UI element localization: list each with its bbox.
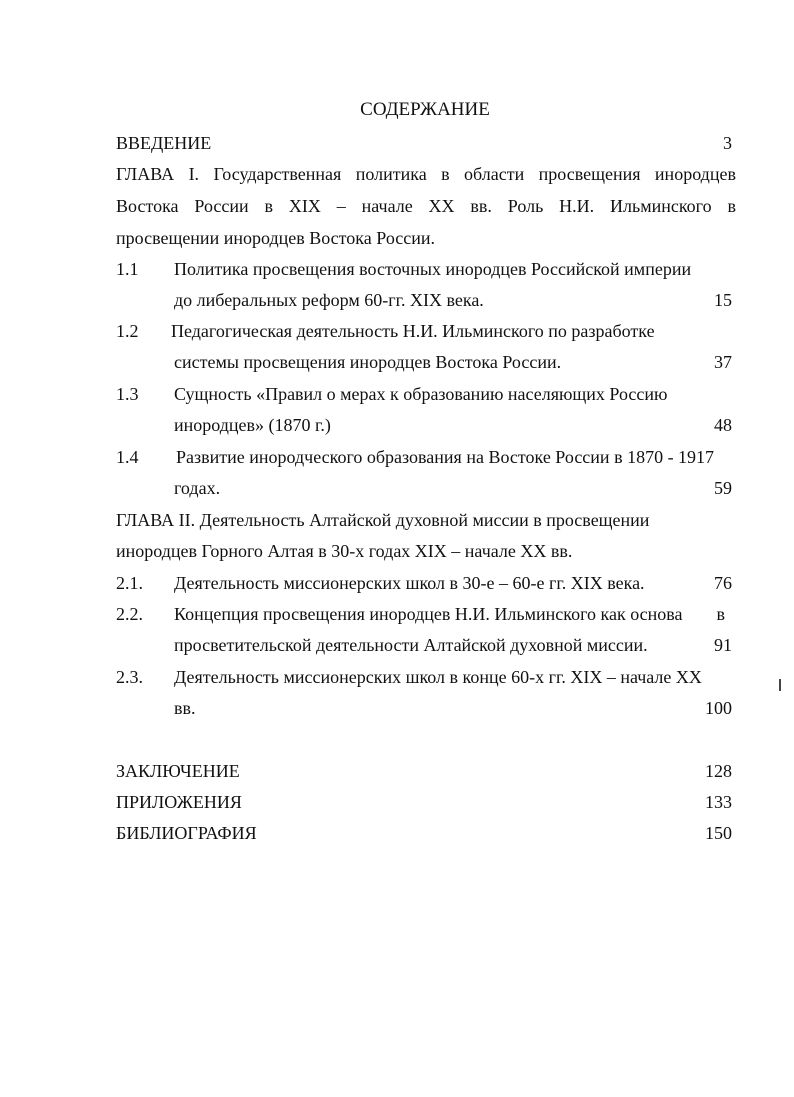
section-title-line1: Педагогическая деятельность Н.И. Ильминского по разработке <box>171 321 655 341</box>
chapter1-heading-line1: ГЛАВА I. Государственная политика в области просвещения инородцев <box>116 164 736 184</box>
chapter2-heading-line2: инородцев Горного Алтая в 30-х годах XIX – начале XX вв. <box>116 541 573 561</box>
section-number: 2.3. <box>116 667 143 687</box>
toc-intro-label: ВВЕДЕНИЕ <box>116 133 212 153</box>
section-title-line2: годах. <box>174 478 221 498</box>
back-matter-label: ПРИЛОЖЕНИЯ <box>116 792 242 812</box>
section-title-line1-end: в <box>716 604 725 624</box>
back-matter-page: 150 <box>705 823 732 843</box>
section-title-line2: инородцев» (1870 г.) <box>174 415 331 435</box>
section-title-line1: Деятельность миссионерских школ в 30-е – 60-е гг. XIX века. <box>174 573 645 593</box>
section-title-line2: системы просвещения инородцев Востока России. <box>174 352 562 372</box>
scan-mark <box>779 679 781 691</box>
section-title-line2: вв. <box>174 698 196 718</box>
section-title-line2: просветительской деятельности Алтайской духовной миссии. <box>174 635 648 655</box>
back-matter-page: 128 <box>705 761 732 781</box>
section-page: 91 <box>714 635 732 655</box>
section-number: 1.4 <box>116 447 139 467</box>
section-title-line1: Политика просвещения восточных инородцев Российской империи <box>174 259 692 279</box>
section-number: 1.3 <box>116 384 139 404</box>
chapter2-heading-line1: ГЛАВА II. Деятельность Алтайской духовной миссии в просвещении <box>116 510 650 530</box>
back-matter-label: БИБЛИОГРАФИЯ <box>116 823 257 843</box>
toc-intro-page: 3 <box>723 133 732 153</box>
section-title-line1: Развитие инородческого образования на Востоке России в 1870 - 1917 <box>176 447 715 467</box>
section-number: 1.1 <box>116 259 139 279</box>
section-number: 1.2 <box>116 321 139 341</box>
section-page: 37 <box>714 352 732 372</box>
chapter1-heading-line2: Востока России в XIX – начале XX вв. Роль Н.И. Ильминского в <box>116 196 736 216</box>
section-page: 15 <box>714 290 732 310</box>
back-matter-label: ЗАКЛЮЧЕНИЕ <box>116 761 240 781</box>
section-number: 2.2. <box>116 604 143 624</box>
section-title-line1: Деятельность миссионерских школ в конце 60-х гг. XIX – начале XX <box>174 667 702 687</box>
section-page: 100 <box>705 698 732 718</box>
section-title-line1: Концепция просвещения инородцев Н.И. Ильминского как основа <box>174 604 683 624</box>
section-number: 2.1. <box>116 573 143 593</box>
section-page: 76 <box>714 573 732 593</box>
toc-title: СОДЕРЖАНИЕ <box>360 99 490 120</box>
section-title-line1: Сущность «Правил о мерах к образованию населяющих Россию <box>174 384 668 404</box>
section-title-line2: до либеральных реформ 60-гг. XIX века. <box>174 290 484 310</box>
section-page: 48 <box>714 415 732 435</box>
back-matter-page: 133 <box>705 792 732 812</box>
section-page: 59 <box>714 478 732 498</box>
chapter1-heading-line3: просвещении инородцев Востока России. <box>116 228 436 248</box>
